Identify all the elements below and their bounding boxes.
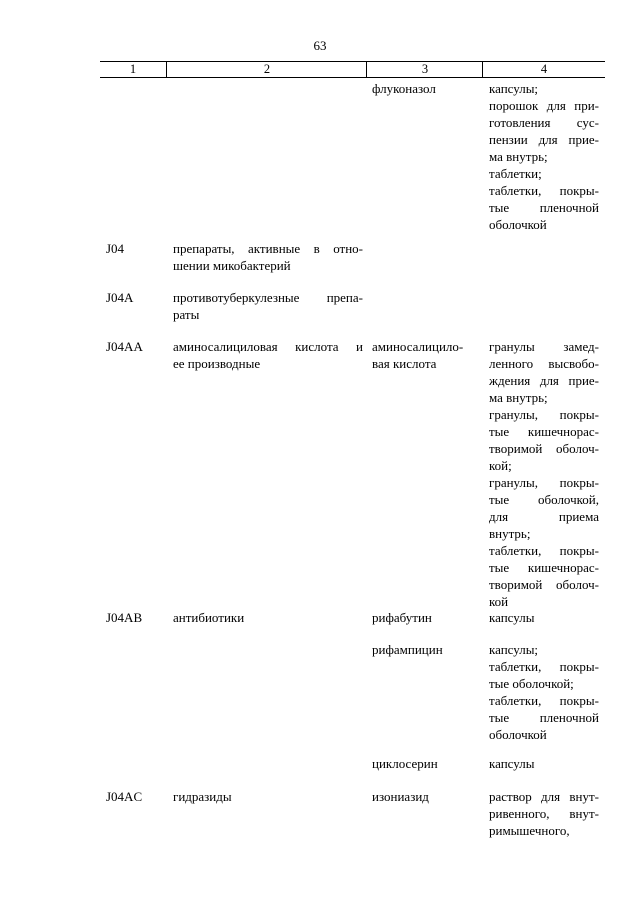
drug-name [372, 338, 482, 372]
dosage-form-line: внутрь; [489, 526, 531, 541]
page-number: 63 [313, 38, 327, 53]
dosage-form [489, 338, 599, 610]
dosage-form-line: ма внутрь; [489, 390, 548, 405]
dosage-form-line: капсулы; [489, 81, 539, 96]
drug-name-line: рифампицин [372, 642, 443, 657]
dosage-form-line: раствор для внут- [489, 789, 599, 804]
dosage-form-line: творимой оболоч- [489, 441, 599, 456]
dosage-form-line: таблетки; [489, 166, 542, 181]
dosage-form-line: капсулы; [489, 642, 539, 657]
dosage-form-line: готовления сус- [489, 115, 599, 130]
header-col-3: 3 [366, 62, 483, 77]
group-name-line: антибиотики [173, 610, 245, 625]
dosage-form-line: таблетки, покры- [489, 659, 599, 674]
dosage-form-line: гранулы замед- [489, 339, 599, 354]
drug-name-line: циклосерин [372, 756, 438, 771]
group-name [173, 240, 363, 274]
atc-code: J04 [106, 241, 125, 256]
dosage-form-line: ривенного, внут- [489, 806, 599, 821]
group-name-line: противотуберкулезные препа- [173, 290, 363, 305]
dosage-form [489, 755, 599, 772]
dosage-form-line: тые кишечнорас- [489, 424, 599, 439]
table-header [100, 61, 605, 78]
group-name [173, 289, 363, 323]
drug-name [372, 80, 482, 97]
atc-code: J04A [106, 290, 134, 305]
group-name [173, 788, 363, 805]
drug-name [372, 788, 482, 805]
drug-name-line: аминосалицило- [372, 339, 464, 354]
dosage-form-line: кой [489, 594, 509, 609]
dosage-form-line: кой; [489, 458, 512, 473]
dosage-form-line: капсулы [489, 610, 535, 625]
dosage-form-line: капсулы [489, 756, 535, 771]
dosage-form-line: пензии для прие- [489, 132, 599, 147]
header-col-4: 4 [482, 62, 605, 77]
drug-name-line: вая кислота [372, 356, 437, 371]
group-name-line: аминосалициловая кислота и [173, 339, 363, 354]
atc-code: J04AC [106, 789, 143, 804]
header-col-1: 1 [129, 62, 137, 76]
dosage-form-line: тые кишечнорас- [489, 560, 599, 575]
dosage-form-line: таблетки, покры- [489, 543, 599, 558]
dosage-form [489, 80, 599, 233]
dosage-form-line: римышечного, [489, 823, 570, 838]
drug-name [372, 609, 482, 626]
header-col-2: 2 [166, 62, 367, 77]
drug-name-line: рифабутин [372, 610, 432, 625]
dosage-form-line: тые пленочной [489, 200, 599, 215]
dosage-form-line: ждения для прие- [489, 373, 599, 388]
dosage-form-line: таблетки, покры- [489, 693, 599, 708]
dosage-form-line: ленного высвобо- [489, 356, 599, 371]
drug-name-line: флуконазол [372, 81, 436, 96]
group-name [173, 338, 363, 372]
dosage-form-line: ма внутрь; [489, 149, 548, 164]
group-name-line: гидразиды [173, 789, 232, 804]
atc-code: J04AA [106, 339, 143, 354]
dosage-form [489, 788, 599, 839]
group-name-line: ее производные [173, 356, 261, 371]
dosage-form-line: тые пленочной [489, 710, 599, 725]
group-name-line: раты [173, 307, 200, 322]
dosage-form-line: таблетки, покры- [489, 183, 599, 198]
drug-name [372, 641, 482, 658]
group-name-line: препараты, активные в отно- [173, 241, 363, 256]
dosage-form-line: гранулы, покры- [489, 475, 599, 490]
dosage-form-line: гранулы, покры- [489, 407, 599, 422]
group-name-line: шении микобактерий [173, 258, 291, 273]
dosage-form-line: тые оболочкой, [489, 492, 599, 507]
dosage-form-line: порошок для при- [489, 98, 599, 113]
dosage-form [489, 641, 599, 743]
dosage-form-line: творимой оболоч- [489, 577, 599, 592]
dosage-form-line: тые оболочкой; [489, 676, 574, 691]
dosage-form-line: оболочкой [489, 727, 547, 742]
dosage-form-line: оболочкой [489, 217, 547, 232]
group-name [173, 609, 363, 626]
drug-name [372, 755, 482, 772]
dosage-form [489, 609, 599, 626]
atc-code: J04AB [106, 610, 143, 625]
dosage-form-line: для приема [489, 509, 599, 524]
drug-name-line: изониазид [372, 789, 429, 804]
